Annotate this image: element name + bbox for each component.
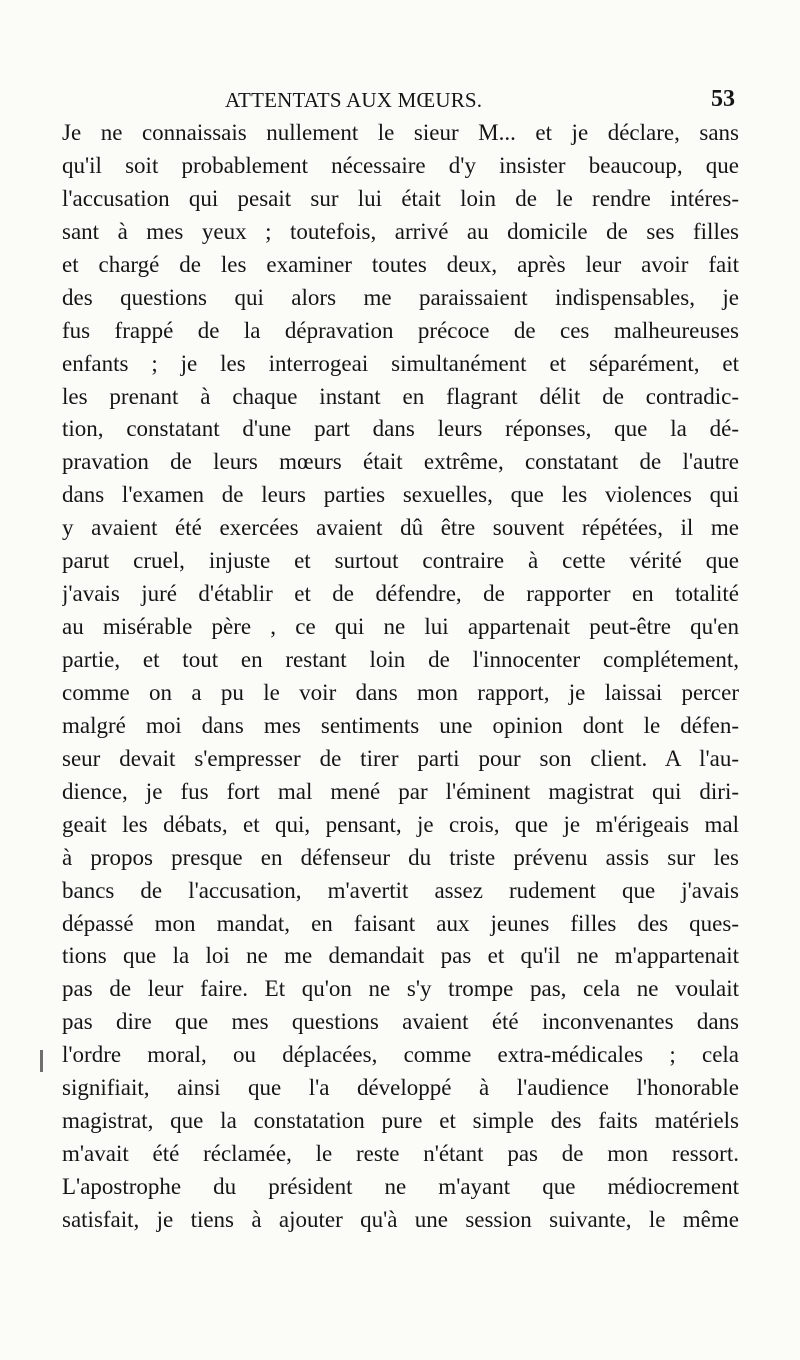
text-line: pas de leur faire. Et qu'on ne s'y trompe pas, cela ne voulait <box>62 976 739 1002</box>
text-line: fus frappé de la dépravation précoce de ces malheureuses <box>62 317 739 343</box>
text-line: les prenant à chaque instant en flagrant délit de contradic- <box>62 383 739 409</box>
text-line: y avaient été exercées avaient dû être souvent répétées, il me <box>62 515 739 541</box>
text-line: magistrat, que la constatation pure et simple des faits matériels <box>62 1108 739 1134</box>
text-line: l'accusation qui pesait sur lui était loin de le rendre intéres- <box>62 185 739 211</box>
margin-mark <box>40 1050 43 1072</box>
text-line: m'avait été réclamée, le reste n'étant pas de mon ressort. <box>62 1141 739 1167</box>
text-line: signifiait, ainsi que l'a développé à l'audience l'honorable <box>62 1075 739 1101</box>
text-line: satisfait, je tiens à ajouter qu'à une session suivante, le même <box>62 1206 739 1232</box>
text-line: parut cruel, injuste et surtout contraire à cette vérité que <box>62 548 739 574</box>
text-line: au misérable père , ce qui ne lui appartenait peut-être qu'en <box>62 614 739 640</box>
text-line: dience, je fus fort mal mené par l'éminent magistrat qui diri- <box>62 778 739 804</box>
body-text <box>62 117 739 1237</box>
text-line: geait les débats, et qui, pensant, je crois, que je m'érigeais mal <box>62 811 739 837</box>
text-line: partie, et tout en restant loin de l'innocenter complétement, <box>62 647 739 672</box>
text-line: j'avais juré d'établir et de défendre, de rapporter en totalité <box>62 581 739 607</box>
text-line: comme on a pu le voir dans mon rapport, je laissai percer <box>62 679 739 705</box>
text-line: dans l'examen de leurs parties sexuelles, que les violences qui <box>62 482 739 508</box>
page-header <box>225 88 735 118</box>
page-number: 53 <box>711 86 735 112</box>
text-line: enfants ; je les interrogeai simultanément et séparément, et <box>62 350 739 376</box>
text-line: L'apostrophe du président ne m'ayant que médiocrement <box>62 1174 739 1199</box>
text-line: malgré moi dans mes sentiments une opinion dont le défen- <box>62 712 739 738</box>
text-line: qu'il soit probablement nécessaire d'y insister beaucoup, que <box>62 152 739 178</box>
text-line: dépassé mon mandat, en faisant aux jeunes filles des ques- <box>62 910 739 936</box>
text-line: sant à mes yeux ; toutefois, arrivé au domicile de ses filles <box>62 218 739 244</box>
running-head: ATTENTATS AUX MŒURS. <box>225 88 483 112</box>
text-line: à propos presque en défenseur du triste prévenu assis sur les <box>62 844 739 870</box>
text-line: des questions qui alors me paraissaient indispensables, je <box>62 284 739 310</box>
text-line: tions que la loi ne me demandait pas et qu'il ne m'appartenait <box>62 943 739 969</box>
text-line: et chargé de les examiner toutes deux, après leur avoir fait <box>62 251 739 277</box>
text-line: bancs de l'accusation, m'avertit assez rudement que j'avais <box>62 877 739 903</box>
text-line: pravation de leurs mœurs était extrême, constatant de l'autre <box>62 449 739 475</box>
text-line: tion, constatant d'une part dans leurs réponses, que la dé- <box>62 416 739 442</box>
text-line: l'ordre moral, ou déplacées, comme extra-médicales ; cela <box>62 1042 739 1068</box>
text-line: pas dire que mes questions avaient été inconvenantes dans <box>62 1009 739 1035</box>
text-line: seur devait s'empresser de tirer parti pour son client. A l'au- <box>62 745 739 771</box>
text-line: Je ne connaissais nullement le sieur M... et je déclare, sans <box>62 120 739 145</box>
